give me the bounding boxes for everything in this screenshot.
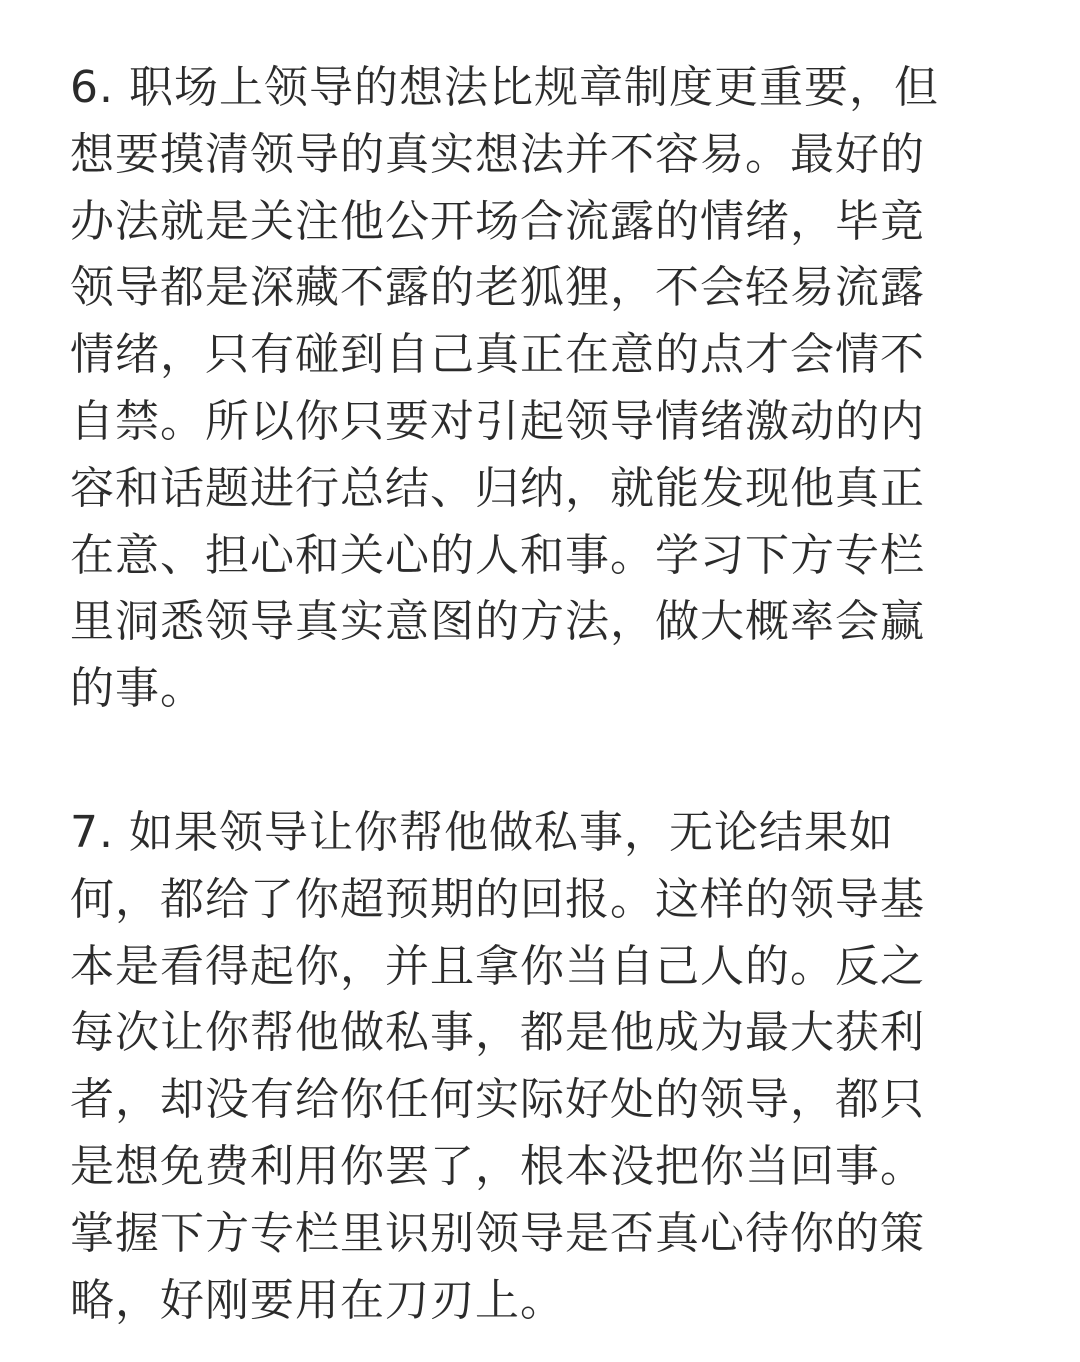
text-line: 办法就是关注他公开场合流露的情绪，毕竟 [70, 195, 925, 247]
text-line: 略，好刚要用在刀刃上。 [70, 1274, 565, 1326]
text-line: 情绪，只有碰到自己真正在意的点才会情不 [70, 329, 925, 381]
text-line: 掌握下方专栏里识别领导是否真心待你的策 [70, 1207, 925, 1259]
text-line: 每次让你帮他做私事，都是他成为最大获利 [70, 1007, 925, 1059]
text-line: 6. 职场上领导的想法比规章制度更重要，但 [70, 62, 939, 113]
text-line: 何，都给了你超预期的回报。这样的领导基 [70, 873, 925, 925]
text-line: 自禁。所以你只要对引起领导情绪激动的内 [70, 395, 925, 447]
text-line: 在意、担心和关心的人和事。学习下方专栏 [70, 529, 925, 581]
text-line: 者，却没有给你任何实际好处的领导，都只 [70, 1074, 925, 1126]
text-line: 是想免费利用你罢了，根本没把你当回事。 [70, 1140, 925, 1192]
text-line: 容和话题进行总结、归纳，就能发现他真正 [70, 462, 925, 514]
text-line: 7. 如果领导让你帮他做私事，无论结果如 [70, 807, 894, 858]
text-line: 领导都是深藏不露的老狐狸，不会轻易流露 [70, 262, 925, 314]
text-line: 里洞悉领导真实意图的方法，做大概率会赢 [70, 596, 925, 648]
text-line: 的事。 [70, 663, 205, 715]
paragraph-7 [70, 800, 1010, 1334]
paragraph-6 [70, 55, 1010, 723]
text-line: 想要摸清领导的真实想法并不容易。最好的 [70, 128, 925, 180]
text-line: 本是看得起你，并且拿你当自己人的。反之 [70, 940, 925, 992]
